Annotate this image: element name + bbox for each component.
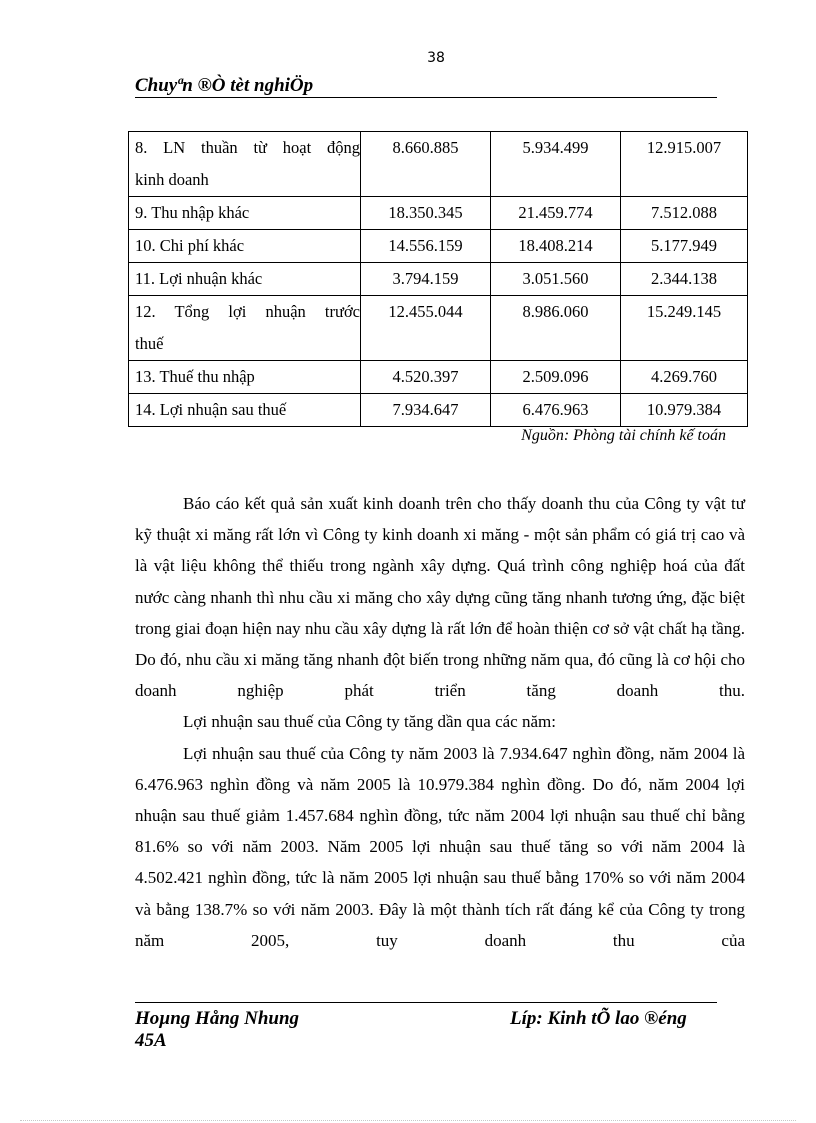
row-label-line: 13. Thuế thu nhập	[135, 367, 255, 386]
source-note: Nguồn: Phòng tài chính kế toán	[521, 427, 726, 444]
table-row	[129, 132, 748, 197]
table-row	[129, 197, 748, 230]
row-label-line: 11. Lợi nhuận khác	[135, 269, 263, 288]
row-label	[129, 263, 361, 296]
row-label-line: kinh doanh	[135, 170, 209, 189]
row-label-line: 10. Chi phí khác	[135, 236, 245, 255]
value-cell-2004: 3.051.560	[491, 263, 621, 296]
results-table-body	[129, 132, 748, 427]
value-cell-2004: 5.934.499	[491, 132, 621, 197]
value-cell-2005: 12.915.007	[621, 132, 748, 197]
value-cell-2003: 7.934.647	[361, 394, 491, 427]
value-cell-2003: 3.794.159	[361, 263, 491, 296]
footer-cohort: 45A	[135, 1030, 167, 1051]
value-cell-2004: 2.509.096	[491, 361, 621, 394]
row-label-line: 9. Thu nhập khác	[135, 203, 250, 222]
paragraph-revenue: Báo cáo kết quả sản xuất kinh doanh trên cho thấy doanh thu của Công ty vật tư kỹ thuật xi măng rất lớn vì Công ty kinh doanh xi măng - một sản phẩm có giá trị cao và là vật liệu không thể thiếu trong ngành xây dựng. Quá trình công nghiệp hoá của đất nước càng nhanh thì nhu cầu xi măng cho xây dựng cũng tăng nhanh tương ứng, đặc biệt trong giai đoạn hiện nay nhu cầu xây dựng là rất lớn để hoàn thiện cơ sở vật chất hạ tầng. Do đó, nhu cầu xi măng tăng nhanh đột biến trong những năm qua, đó cũng là cơ hội cho doanh nghiệp phát triển tăng doanh thu.	[135, 494, 745, 701]
row-label	[129, 197, 361, 230]
value-cell-2003: 8.660.885	[361, 132, 491, 197]
value-cell-2005: 10.979.384	[621, 394, 748, 427]
row-label	[129, 296, 361, 361]
row-label-line: 8. LN thuần từ hoạt động	[135, 138, 360, 157]
page-number: 38	[427, 50, 445, 66]
value-cell-2003: 18.350.345	[361, 197, 491, 230]
results-table	[128, 131, 748, 427]
value-cell-2005: 15.249.145	[621, 296, 748, 361]
row-label-line: 14. Lợi nhuận sau thuế	[135, 400, 287, 419]
value-cell-2004: 6.476.963	[491, 394, 621, 427]
header-divider	[135, 97, 717, 98]
value-cell-2003: 12.455.044	[361, 296, 491, 361]
value-cell-2003: 4.520.397	[361, 361, 491, 394]
header-title: Chuyªn ®Ò tèt nghiÖp	[135, 75, 314, 96]
value-cell-2004: 21.459.774	[491, 197, 621, 230]
row-label-line: thuế	[135, 334, 164, 353]
paragraph-profit-intro: Lợi nhuận sau thuế của Công ty tăng dần qua các năm:	[183, 712, 556, 732]
value-cell-2005: 5.177.949	[621, 230, 748, 263]
row-label-line: 12. Tổng lợi nhuận trước	[135, 302, 360, 321]
row-label	[129, 132, 361, 197]
page-bottom-edge	[20, 1120, 796, 1121]
body-text	[135, 488, 745, 956]
footer-author: Hoµng Hång Nhung	[135, 1008, 300, 1029]
footer-class: Líp: Kinh tÕ lao ®éng	[510, 1008, 687, 1029]
value-cell-2005: 4.269.760	[621, 361, 748, 394]
value-cell-2005: 2.344.138	[621, 263, 748, 296]
table-row	[129, 296, 748, 361]
table-row	[129, 361, 748, 394]
row-label	[129, 230, 361, 263]
row-label	[129, 361, 361, 394]
value-cell-2004: 8.986.060	[491, 296, 621, 361]
table-row	[129, 230, 748, 263]
row-label	[129, 394, 361, 427]
table-row	[129, 263, 748, 296]
footer-divider	[135, 1002, 717, 1003]
value-cell-2005: 7.512.088	[621, 197, 748, 230]
value-cell-2004: 18.408.214	[491, 230, 621, 263]
paragraph-profit-detail: Lợi nhuận sau thuế của Công ty năm 2003 là 7.934.647 nghìn đồng, năm 2004 là 6.476.963 nghìn đồng và năm 2005 là 10.979.384 nghìn đồng. Do đó, năm 2004 lợi nhuận sau thuế giảm 1.457.684 nghìn đồng, tức năm 2004 lợi nhuận sau thuế chỉ bằng 81.6% so với năm 2003. Năm 2005 lợi nhuận sau thuế tăng so với năm 2004 là 4.502.421 nghìn đồng, tức là năm 2005 lợi nhuận sau thuế bằng 170% so với năm 2004 và bằng 138.7% so với năm 2003. Đây là một thành tích rất đáng kể của Công ty trong năm 2005, tuy doanh thu của	[135, 743, 745, 950]
value-cell-2003: 14.556.159	[361, 230, 491, 263]
table-row	[129, 394, 748, 427]
